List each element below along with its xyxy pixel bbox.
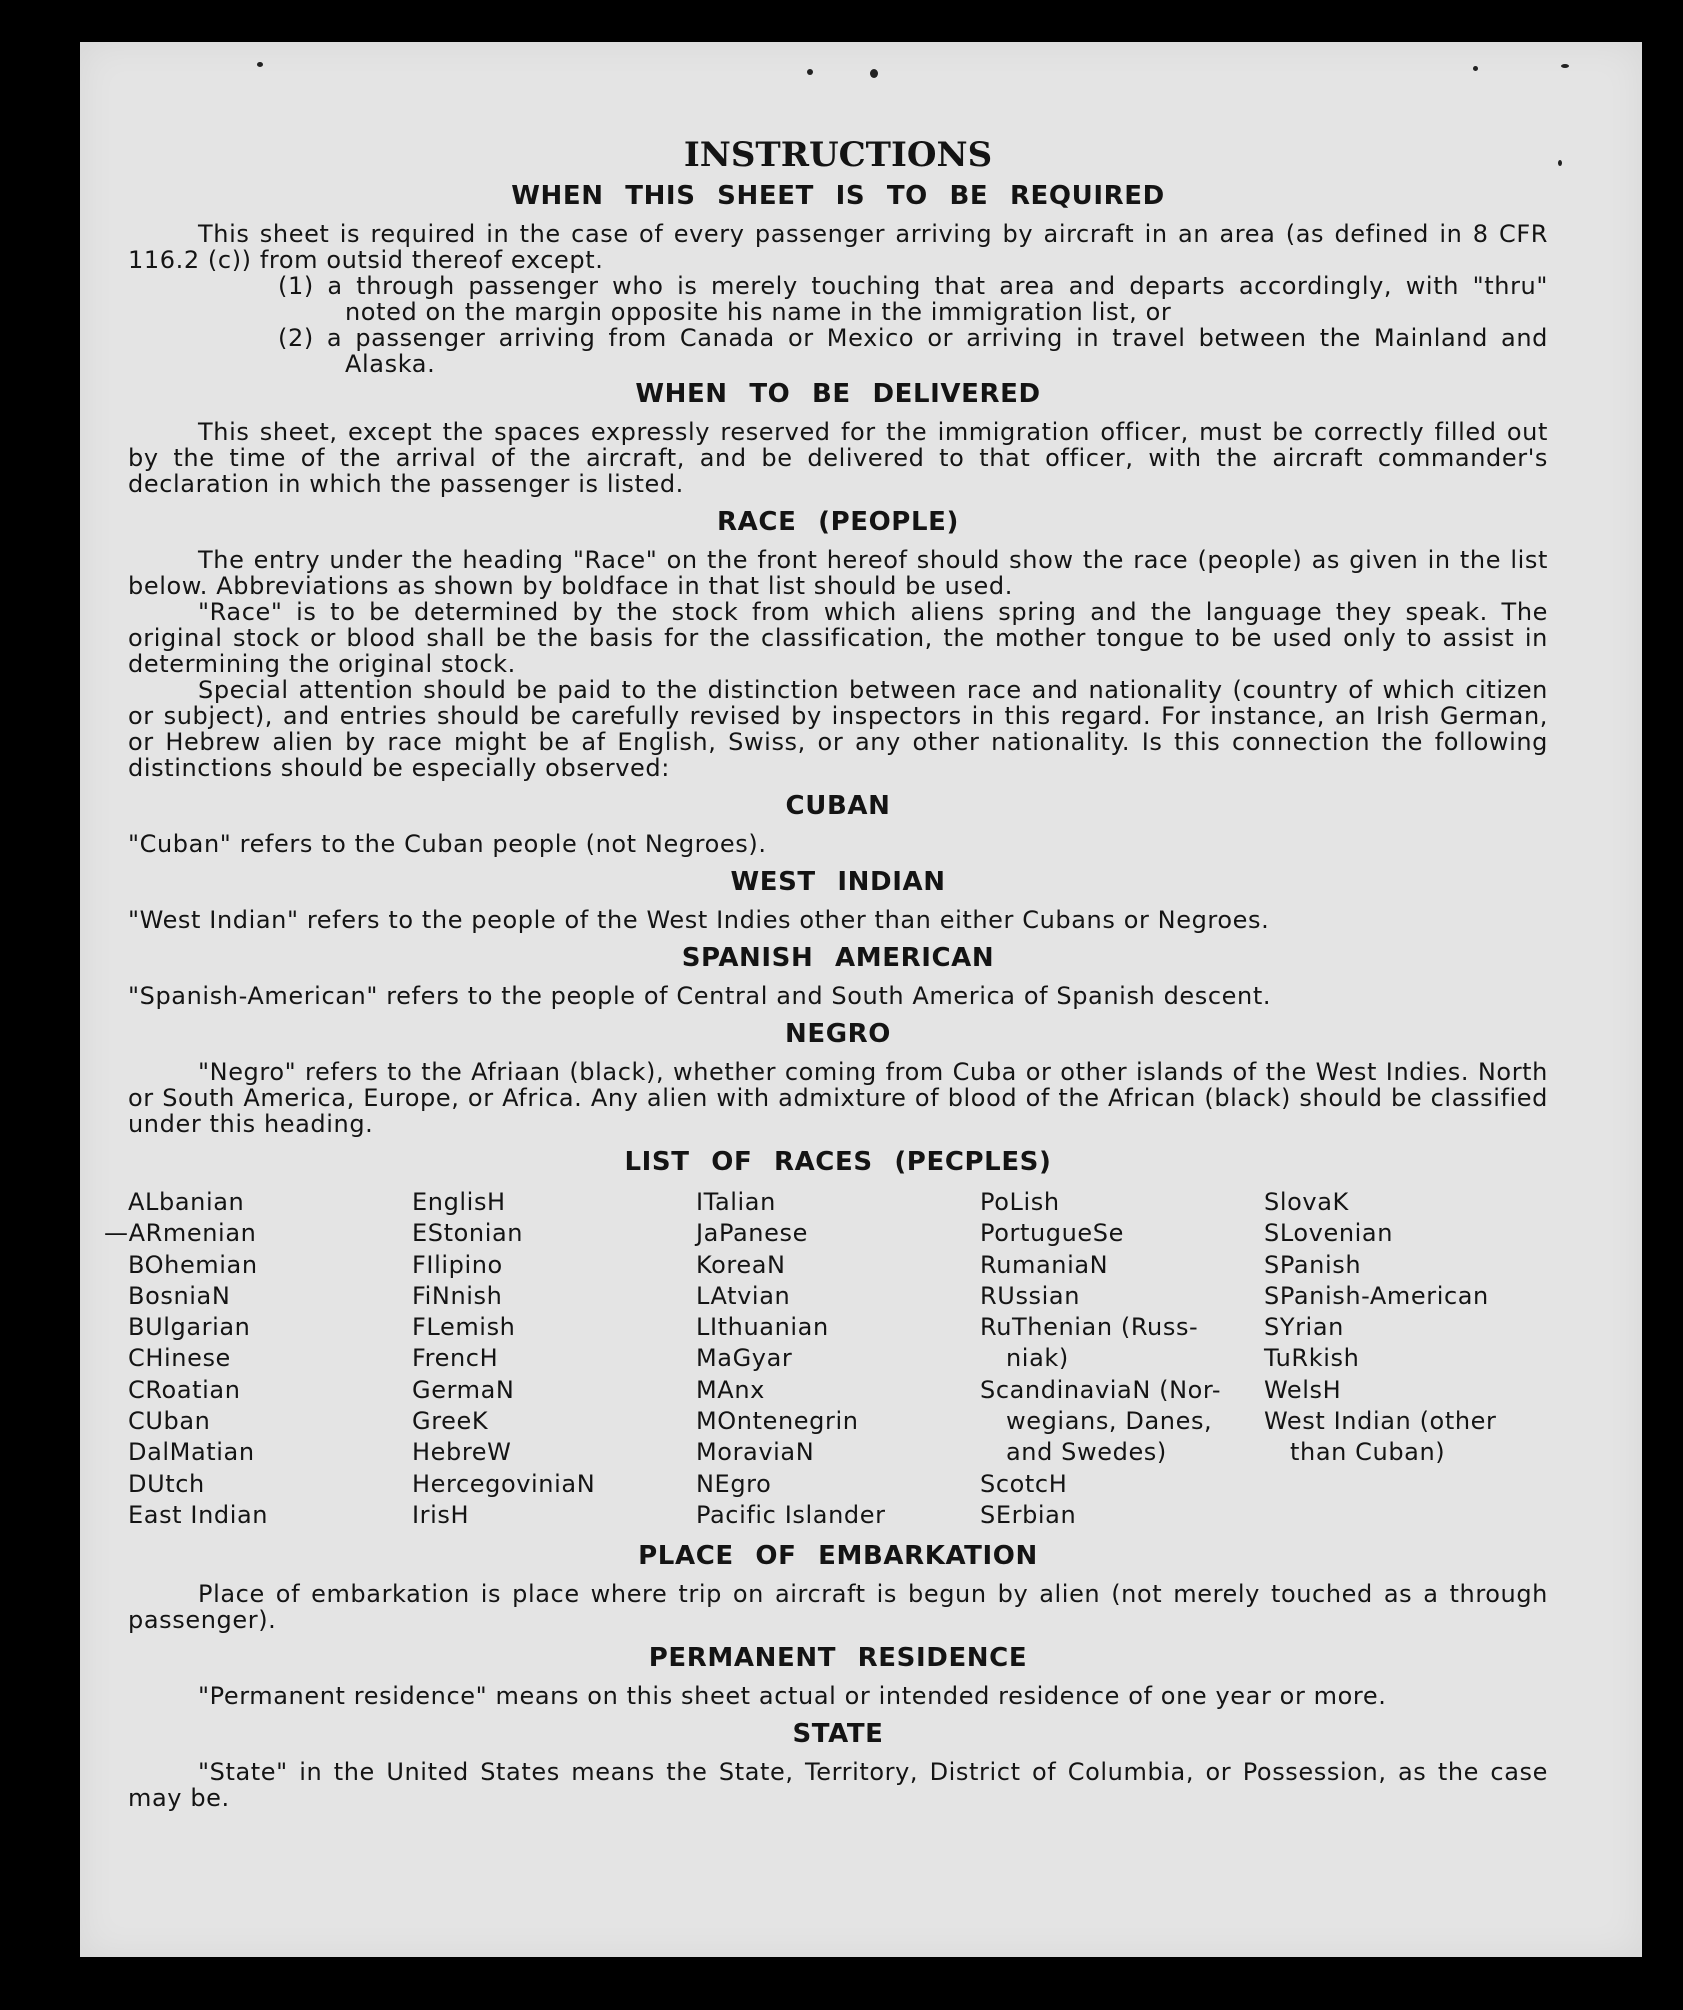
race-item: MOntenegrin (696, 1407, 859, 1436)
race-item: CRoatian (128, 1375, 241, 1404)
race-item: TuRkish (1264, 1344, 1360, 1373)
race-paragraph-1: The entry under the heading "Race" on the front hereof should show the race (people) as given in the list below. Abbreviations as shown by boldface in that list should be used. (128, 546, 1548, 600)
race-item: FLemish (412, 1313, 516, 1342)
race-item: ScandinaviaN (Nor- (980, 1375, 1222, 1404)
speck-mark (807, 69, 813, 75)
race-item: and Swedes) (1006, 1438, 1167, 1467)
cuban-text: "Cuban" refers to the Cuban people (not Negroes). (128, 830, 767, 858)
race-item: Pacific Islander (696, 1500, 886, 1529)
spanish-american-text: "Spanish-American" refers to the people of Central and South America of Spanish descent. (128, 982, 1272, 1010)
race-item: SLovenian (1264, 1219, 1394, 1248)
section-heading-west-indian: WEST INDIAN (730, 867, 946, 897)
race-item: JaPanese (696, 1219, 808, 1248)
race-item: LIthuanian (696, 1313, 829, 1342)
race-item: SPanish-American (1264, 1281, 1489, 1310)
race-item: EnglisH (412, 1188, 506, 1216)
section-heading-negro: NEGRO (785, 1019, 891, 1049)
race-item: SErbian (980, 1500, 1077, 1529)
race-item: BUlgarian (128, 1313, 251, 1342)
race-item: ITalian (696, 1188, 776, 1216)
race-item: SYrian (1264, 1313, 1344, 1342)
race-item: FiNnish (412, 1281, 503, 1310)
race-item: LAtvian (696, 1281, 791, 1310)
state-text: "State" in the United States means the State, Territory, District of Columbia, or Possession, as the case may be. (128, 1758, 1548, 1813)
required-item-2: (2) a passenger arriving from Canada or Mexico or arriving in travel between the Mainland and Alaska. (278, 324, 1548, 378)
section-heading-cuban: CUBAN (785, 791, 891, 821)
race-item: BosniaN (128, 1281, 231, 1310)
section-heading-race: RACE (PEOPLE) (717, 507, 959, 537)
embarkation-text: Place of embarkation is place where trip on aircraft is begun by alien (not merely touched as a through passenger). (128, 1580, 1548, 1635)
instructions-content (104, 135, 1548, 1813)
race-item: GermaN (412, 1375, 515, 1404)
race-item: HebreW (412, 1438, 512, 1467)
race-paragraph-2: "Race" is to be determined by the stock from which aliens spring and the language they speak. The original stock or blood shall be the basis for the classification, the mother tongue to be used only to assist in determining the original stock. (128, 598, 1548, 678)
race-item: SlovaK (1264, 1188, 1349, 1216)
race-paragraph-3: Special attention should be paid to the distinction between race and nationality (country of which citizen or subject), and entries should be carefully revised by inspectors in this regard. For instance, an Irish German, or Hebrew alien by race might be af English, Swiss, or any other nationality. Is this connection the following distinctions should be especially observed: (128, 676, 1548, 782)
race-item: MAnx (696, 1375, 765, 1404)
race-item: wegians, Danes, (1006, 1407, 1213, 1436)
negro-text: "Negro" refers to the Afriaan (black), whether coming from Cuba or other islands of the West Indies. North or South America, Europe, or Africa. Any alien with admixture of blood of the African (black) should be classified under this heading. (128, 1058, 1548, 1138)
speck-mark (870, 69, 878, 78)
race-item: —ARmenian (104, 1219, 257, 1248)
section-heading-residence: PERMANENT RESIDENCE (648, 1643, 1028, 1674)
residence-text: "Permanent residence" means on this sheet actual or intended residence of one year or more. (198, 1682, 1387, 1711)
race-item: East Indian (128, 1500, 269, 1529)
race-item: BOhemian (128, 1250, 258, 1279)
race-column-5 (1264, 1187, 1548, 1531)
race-item: ScotcH (980, 1469, 1068, 1498)
race-column-1 (104, 1187, 412, 1531)
race-item: MaGyar (696, 1344, 793, 1373)
race-item: FIlipino (412, 1250, 503, 1279)
race-item: than Cuban) (1290, 1438, 1446, 1467)
delivered-text: This sheet, except the spaces expressly reserved for the immigration officer, must be correctly filled out by the time of the arrival of the aircraft, and be delivered to that officer, with the aircraft commander's declaration in which the passenger is listed. (128, 418, 1548, 498)
race-item: RUssian (980, 1281, 1081, 1310)
race-item: SPanish (1264, 1250, 1362, 1279)
race-item: FrencH (412, 1344, 499, 1373)
speck-mark (257, 62, 263, 67)
race-column-4 (980, 1187, 1264, 1531)
race-item: DUtch (128, 1469, 205, 1498)
section-heading-spanish-american: SPANISH AMERICAN (681, 943, 995, 973)
race-item: MoraviaN (696, 1438, 815, 1467)
section-heading-race-list: LIST OF RACES (PECPLES) (624, 1147, 1052, 1177)
race-item: NEgro (696, 1469, 772, 1498)
race-item: CUban (128, 1407, 211, 1436)
west-indian-text: "West Indian" refers to the people of the West Indies other than either Cubans or Negroes. (128, 906, 1270, 934)
race-item: niak) (1006, 1344, 1069, 1373)
speck-mark (1558, 160, 1562, 166)
speck-mark (1561, 64, 1569, 68)
race-column-2 (412, 1187, 696, 1531)
section-heading-delivered: WHEN TO BE DELIVERED (635, 379, 1041, 409)
race-item: IrisH (412, 1500, 470, 1529)
race-item: PoLish (980, 1188, 1060, 1216)
race-item: DalMatian (128, 1438, 255, 1467)
race-item: RuThenian (Russ- (980, 1313, 1199, 1342)
race-item: GreeK (412, 1407, 489, 1436)
race-item: KoreaN (696, 1250, 786, 1279)
required-item-1: (1) a through passenger who is merely touching that area and departs accordingly, with "thru" noted on the margin opposite his name in the immigration list, or (278, 272, 1548, 326)
race-item: PortugueSe (980, 1219, 1124, 1248)
required-intro: This sheet is required in the case of every passenger arriving by aircraft in an area (as defined in 8 CFR 116.2 (c)) from outsid thereof except. (128, 220, 1548, 274)
section-heading-state: STATE (792, 1719, 884, 1750)
race-item: West Indian (other (1264, 1407, 1497, 1436)
race-item: ALbanian (128, 1188, 245, 1216)
section-heading-embarkation: PLACE OF EMBARKATION (638, 1541, 1038, 1572)
speck-mark (1473, 66, 1478, 71)
page-title: INSTRUCTIONS (683, 135, 993, 175)
race-column-3 (696, 1187, 980, 1531)
race-item: CHinese (128, 1344, 231, 1373)
race-item: RumaniaN (980, 1250, 1109, 1279)
race-item: WelsH (1264, 1375, 1342, 1404)
race-list (104, 1187, 1548, 1531)
section-heading-required: WHEN THIS SHEET IS TO BE REQUIRED (511, 181, 1165, 211)
race-item: EStonian (412, 1219, 524, 1248)
race-item: HercegoviniaN (412, 1469, 596, 1498)
